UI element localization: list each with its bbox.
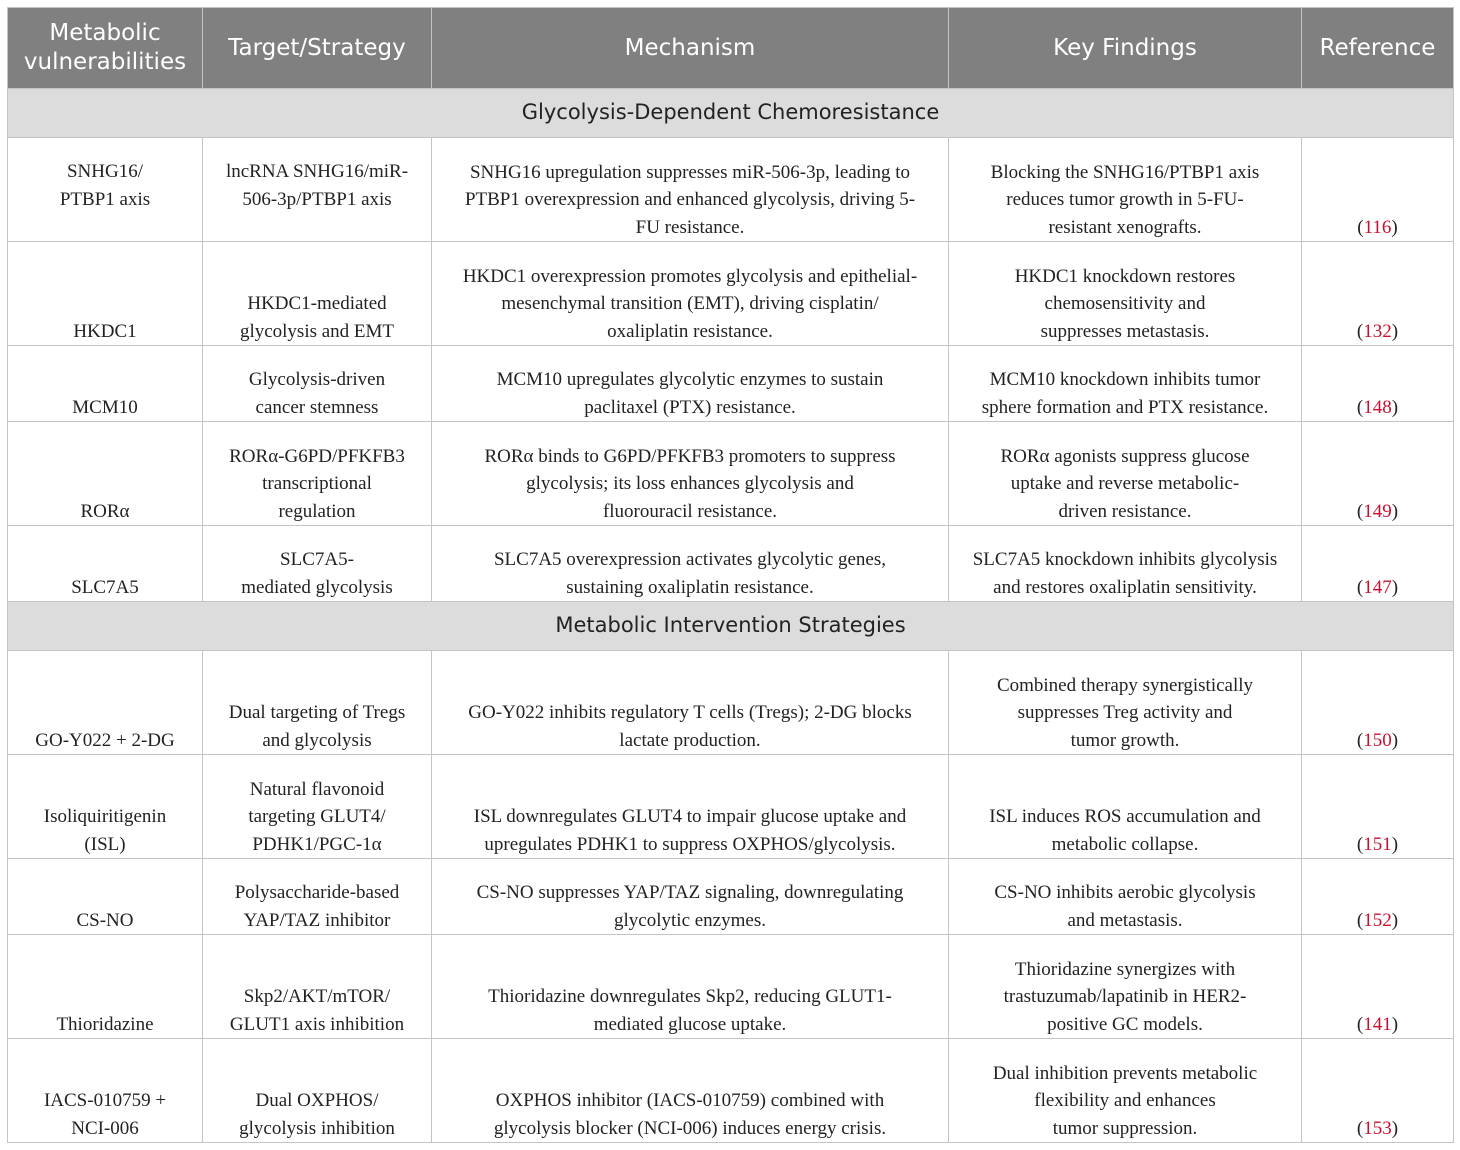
header-target-strategy: Target/Strategy bbox=[203, 8, 432, 89]
vulnerability-cell: Isoliquiritigenin (ISL) bbox=[8, 755, 203, 859]
mechanism-cell: GO-Y022 inhibits regulatory T cells (Tregs); 2-DG blocks lactate production. bbox=[432, 651, 949, 755]
mechanism-cell: SLC7A5 overexpression activates glycolytic genes, sustaining oxaliplatin resistance. bbox=[432, 526, 949, 602]
findings-cell: Combined therapy synergistically suppresses Treg activity and tumor growth. bbox=[949, 651, 1302, 755]
reference-link[interactable]: 153 bbox=[1363, 1117, 1392, 1139]
reference-close: ) bbox=[1391, 909, 1399, 931]
reference-close: ) bbox=[1391, 396, 1399, 418]
mechanism-cell: ISL downregulates GLUT4 to impair glucose uptake and upregulates PDHK1 to suppress OXPHOS/glycolysis. bbox=[432, 755, 949, 859]
reference-link[interactable]: 147 bbox=[1363, 576, 1392, 598]
section-title: Glycolysis-Dependent Chemoresistance bbox=[8, 89, 1454, 138]
header-mechanism: Mechanism bbox=[432, 8, 949, 89]
table-row bbox=[8, 242, 1454, 346]
mechanism-cell: HKDC1 overexpression promotes glycolysis and epithelial- mesenchymal transition (EMT), driving cisplatin/ oxaliplatin resistance. bbox=[432, 242, 949, 346]
table-row bbox=[8, 651, 1454, 755]
header-reference: Reference bbox=[1302, 8, 1454, 89]
reference-cell bbox=[1302, 755, 1454, 859]
table-header-row bbox=[8, 8, 1454, 89]
table-row bbox=[8, 935, 1454, 1039]
findings-cell: SLC7A5 knockdown inhibits glycolysis and restores oxaliplatin sensitivity. bbox=[949, 526, 1302, 602]
findings-cell: ISL induces ROS accumulation and metabolic collapse. bbox=[949, 755, 1302, 859]
reference-cell bbox=[1302, 935, 1454, 1039]
vulnerability-cell: SLC7A5 bbox=[8, 526, 203, 602]
mechanism-cell: SNHG16 upregulation suppresses miR-506-3p, leading to PTBP1 overexpression and enhanced glycolysis, driving 5- FU resistance. bbox=[432, 138, 949, 242]
target-cell: SLC7A5- mediated glycolysis bbox=[203, 526, 432, 602]
reference-link[interactable]: 116 bbox=[1363, 216, 1392, 238]
target-cell: Dual OXPHOS/ glycolysis inhibition bbox=[203, 1039, 432, 1143]
findings-cell: MCM10 knockdown inhibits tumor sphere formation and PTX resistance. bbox=[949, 346, 1302, 422]
vulnerability-cell: Thioridazine bbox=[8, 935, 203, 1039]
reference-close: ) bbox=[1391, 1013, 1399, 1035]
mechanism-cell: OXPHOS inhibitor (IACS-010759) combined with glycolysis blocker (NCI-006) induces energy crisis. bbox=[432, 1039, 949, 1143]
target-cell: Dual targeting of Tregs and glycolysis bbox=[203, 651, 432, 755]
reference-cell bbox=[1302, 138, 1454, 242]
vulnerability-cell: IACS-010759 + NCI-006 bbox=[8, 1039, 203, 1143]
vulnerability-cell: GO-Y022 + 2-DG bbox=[8, 651, 203, 755]
reference-open: ( bbox=[1356, 729, 1364, 751]
vulnerability-cell: CS-NO bbox=[8, 859, 203, 935]
vulnerability-cell: MCM10 bbox=[8, 346, 203, 422]
reference-open: ( bbox=[1356, 1117, 1364, 1139]
reference-open: ( bbox=[1356, 500, 1364, 522]
target-cell: Skp2/AKT/mTOR/ GLUT1 axis inhibition bbox=[203, 935, 432, 1039]
header-metabolic-vulnerabilities: Metabolic vulnerabilities bbox=[8, 8, 203, 89]
section-header-row bbox=[8, 89, 1454, 138]
mechanism-cell: Thioridazine downregulates Skp2, reducing GLUT1- mediated glucose uptake. bbox=[432, 935, 949, 1039]
mechanism-cell: CS-NO suppresses YAP/TAZ signaling, downregulating glycolytic enzymes. bbox=[432, 859, 949, 935]
findings-cell: HKDC1 knockdown restores chemosensitivity and suppresses metastasis. bbox=[949, 242, 1302, 346]
table-row bbox=[8, 859, 1454, 935]
table-row bbox=[8, 755, 1454, 859]
reference-link[interactable]: 150 bbox=[1363, 729, 1392, 751]
reference-cell bbox=[1302, 526, 1454, 602]
table-row bbox=[8, 138, 1454, 242]
findings-cell: Dual inhibition prevents metabolic flexibility and enhances tumor suppression. bbox=[949, 1039, 1302, 1143]
reference-link[interactable]: 149 bbox=[1363, 500, 1392, 522]
reference-cell bbox=[1302, 346, 1454, 422]
reference-open: ( bbox=[1356, 1013, 1364, 1035]
vulnerability-cell: HKDC1 bbox=[8, 242, 203, 346]
findings-cell: Thioridazine synergizes with trastuzumab/lapatinib in HER2- positive GC models. bbox=[949, 935, 1302, 1039]
reference-close: ) bbox=[1391, 729, 1399, 751]
table-row bbox=[8, 526, 1454, 602]
reference-close: ) bbox=[1391, 320, 1399, 342]
mechanism-cell: RORα binds to G6PD/PFKFB3 promoters to suppress glycolysis; its loss enhances glycolysis and fluorouracil resistance. bbox=[432, 422, 949, 526]
reference-close: ) bbox=[1391, 500, 1399, 522]
findings-cell: Blocking the SNHG16/PTBP1 axis reduces tumor growth in 5-FU- resistant xenografts. bbox=[949, 138, 1302, 242]
target-cell: Natural flavonoid targeting GLUT4/ PDHK1/PGC-1α bbox=[203, 755, 432, 859]
reference-open: ( bbox=[1356, 909, 1364, 931]
target-cell: RORα-G6PD/PFKFB3 transcriptional regulation bbox=[203, 422, 432, 526]
reference-link[interactable]: 148 bbox=[1363, 396, 1392, 418]
reference-link[interactable]: 152 bbox=[1363, 909, 1392, 931]
reference-link[interactable]: 141 bbox=[1363, 1013, 1392, 1035]
table-row bbox=[8, 346, 1454, 422]
reference-open: ( bbox=[1356, 396, 1364, 418]
reference-open: ( bbox=[1356, 833, 1364, 855]
reference-open: ( bbox=[1357, 216, 1364, 238]
target-cell: Polysaccharide-based YAP/TAZ inhibitor bbox=[203, 859, 432, 935]
reference-close: ) bbox=[1391, 833, 1399, 855]
reference-cell bbox=[1302, 651, 1454, 755]
reference-link[interactable]: 132 bbox=[1363, 320, 1392, 342]
metabolic-vulnerabilities-table bbox=[7, 7, 1454, 1143]
reference-close: ) bbox=[1391, 576, 1399, 598]
section-header-row bbox=[8, 602, 1454, 651]
reference-link[interactable]: 151 bbox=[1363, 833, 1392, 855]
findings-cell: CS-NO inhibits aerobic glycolysis and metastasis. bbox=[949, 859, 1302, 935]
mechanism-cell: MCM10 upregulates glycolytic enzymes to sustain paclitaxel (PTX) resistance. bbox=[432, 346, 949, 422]
header-key-findings: Key Findings bbox=[949, 8, 1302, 89]
table-row bbox=[8, 1039, 1454, 1143]
reference-cell bbox=[1302, 1039, 1454, 1143]
reference-open: ( bbox=[1356, 320, 1364, 342]
reference-cell bbox=[1302, 859, 1454, 935]
reference-cell bbox=[1302, 242, 1454, 346]
section-title: Metabolic Intervention Strategies bbox=[8, 602, 1454, 651]
table-row bbox=[8, 422, 1454, 526]
target-cell: HKDC1-mediated glycolysis and EMT bbox=[203, 242, 432, 346]
vulnerability-cell: SNHG16/ PTBP1 axis bbox=[8, 138, 203, 242]
vulnerability-cell: RORα bbox=[8, 422, 203, 526]
findings-cell: RORα agonists suppress glucose uptake and reverse metabolic- driven resistance. bbox=[949, 422, 1302, 526]
target-cell: lncRNA SNHG16/miR- 506-3p/PTBP1 axis bbox=[203, 138, 432, 242]
reference-close: ) bbox=[1391, 1117, 1399, 1139]
reference-close: ) bbox=[1391, 216, 1398, 238]
reference-cell bbox=[1302, 422, 1454, 526]
target-cell: Glycolysis-driven cancer stemness bbox=[203, 346, 432, 422]
reference-open: ( bbox=[1356, 576, 1364, 598]
